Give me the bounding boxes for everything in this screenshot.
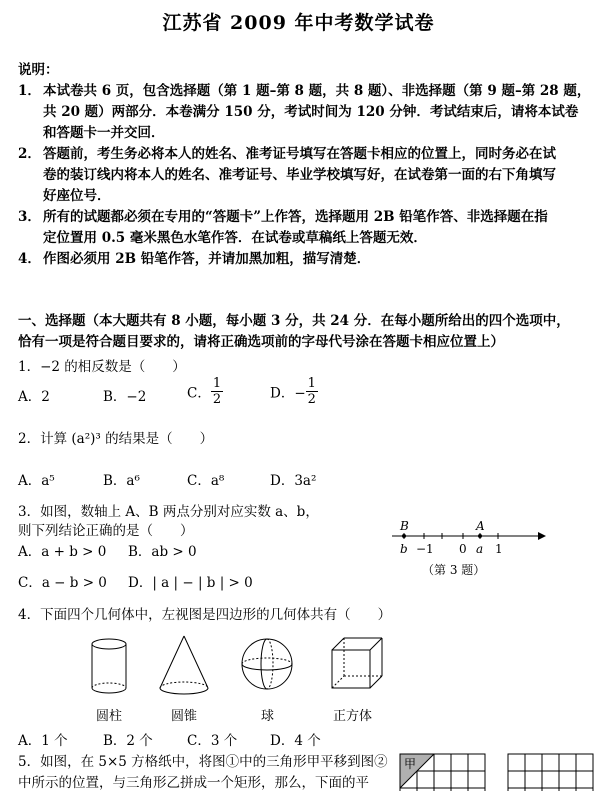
note-number: 2． — [18, 146, 41, 162]
notes-heading: 说明： — [18, 62, 59, 78]
cube-shape — [332, 638, 382, 688]
question-stem: 3．如图，数轴上 A、B 两点分别对应实数 a、b， — [18, 504, 319, 520]
fraction-numerator: 1 — [307, 376, 316, 391]
solid-label: 圆锥 — [171, 709, 198, 724]
note-line: 答题前，考生务必将本人的姓名、准考证号填写在答题卡相应的位置上，同时务必在试 — [43, 146, 556, 162]
point-b — [402, 534, 406, 538]
exam-title: 江苏省 2009 年中考数学试卷 — [162, 12, 435, 34]
option-c — [187, 376, 223, 407]
grid-figure-2 — [508, 754, 593, 791]
axis-arrow — [538, 532, 546, 540]
fraction-denominator: 2 — [307, 392, 316, 407]
fraction — [211, 376, 223, 407]
label-a: a — [476, 542, 484, 556]
note-line: 作图必须用 2B 铅笔作答，并请加黑加粗，描写清楚． — [43, 251, 371, 267]
solid-label: 正方体 — [333, 709, 373, 724]
option-d: D．4 个 — [270, 733, 321, 749]
question-stem-cont: 中所示的位置，与三角形乙拼成一个矩形，那么，下面的平 — [18, 775, 369, 791]
fraction-numerator: 1 — [212, 376, 222, 391]
option-b: B．ab > 0 — [128, 544, 197, 560]
note-number: 4． — [18, 251, 41, 267]
label-jia: 甲 — [404, 757, 417, 771]
note-line: 好座位号． — [43, 188, 111, 204]
question-stem: 5．如图，在 5×5 方格纸中，将图①中的三角形甲平移到图② — [18, 754, 388, 770]
label-A: A — [476, 519, 485, 533]
option-c-label: C． — [187, 385, 211, 402]
sphere-shape — [242, 639, 292, 689]
solid-label: 圆柱 — [96, 709, 123, 724]
label-B: B — [400, 519, 409, 533]
note-line: 和答题卡一并交回． — [43, 125, 165, 141]
note-line: 共 20 题）两部分．本卷满分 150 分，考试时间为 120 分钟．考试结束后，请将本试卷 — [43, 104, 579, 120]
option-a: A．a + b > 0 — [18, 544, 107, 560]
note-number: 1． — [18, 83, 41, 99]
option-b: B．a⁶ — [103, 473, 140, 489]
option-a: A．2 — [18, 389, 50, 405]
solids-figure — [80, 632, 410, 704]
question-stem: 1．−2 的相反数是（ ） — [18, 359, 186, 375]
solid-label: 球 — [261, 709, 275, 724]
option-c: C．3 个 — [187, 733, 238, 749]
cylinder-shape — [92, 639, 126, 693]
note-line: 卷的装订线内将本人的姓名、准考证号、毕业学校填写好，在试卷第一面的右下角填写 — [43, 167, 556, 183]
note-line: 本试卷共 6 页，包含选择题（第 1 题–第 8 题，共 8 题）、非选择题（第 9 题–第 28 题， — [43, 83, 591, 99]
question-stem-cont: 则下列结论正确的是（ ） — [18, 523, 194, 539]
section-heading: 一、选择题（本大题共有 8 小题，每小题 3 分，共 24 分．在每小题所给出的四个选项中， — [18, 313, 570, 329]
option-d: D．3a² — [270, 473, 317, 489]
option-d-label: D．− — [270, 385, 306, 402]
note-number: 3． — [18, 209, 41, 225]
label-one: 1 — [495, 542, 503, 556]
grid-figures — [398, 752, 597, 791]
label-zero: 0 — [459, 542, 467, 556]
label-b: b — [400, 542, 408, 556]
note-line: 定位置用 0.5 毫米黑色水笔作答．在试卷或草稿纸上答题无效． — [43, 230, 427, 246]
option-b: B．−2 — [103, 389, 147, 405]
note-line: 所有的试题都必须在专用的“答题卡”上作答，选择题用 2B 铅笔作答、非选择题在指 — [43, 209, 548, 225]
fraction — [306, 376, 318, 407]
option-c: C．a⁸ — [187, 473, 225, 489]
label-minus-one: −1 — [416, 542, 434, 556]
section-heading-cont: 恰有一项是符合题目要求的，请将正确选项前的字母代号涂在答题卡相应位置上） — [18, 334, 504, 350]
option-b: B．2 个 — [103, 733, 153, 749]
option-a: A．a⁵ — [18, 473, 55, 489]
option-d: D．| a | − | b | > 0 — [128, 575, 253, 591]
figure-caption: （第 3 题） — [422, 563, 486, 577]
question-stem: 2．计算 (a²)³ 的结果是（ ） — [18, 431, 214, 447]
option-d — [270, 376, 318, 407]
number-line-figure — [388, 518, 558, 580]
option-a: A．1 个 — [18, 733, 68, 749]
option-c: C．a − b > 0 — [18, 575, 107, 591]
fraction-denominator: 2 — [212, 392, 222, 407]
cone-shape — [160, 636, 208, 694]
point-a — [478, 534, 482, 538]
question-stem: 4．下面四个几何体中，左视图是四边形的几何体共有（ ） — [18, 607, 392, 623]
